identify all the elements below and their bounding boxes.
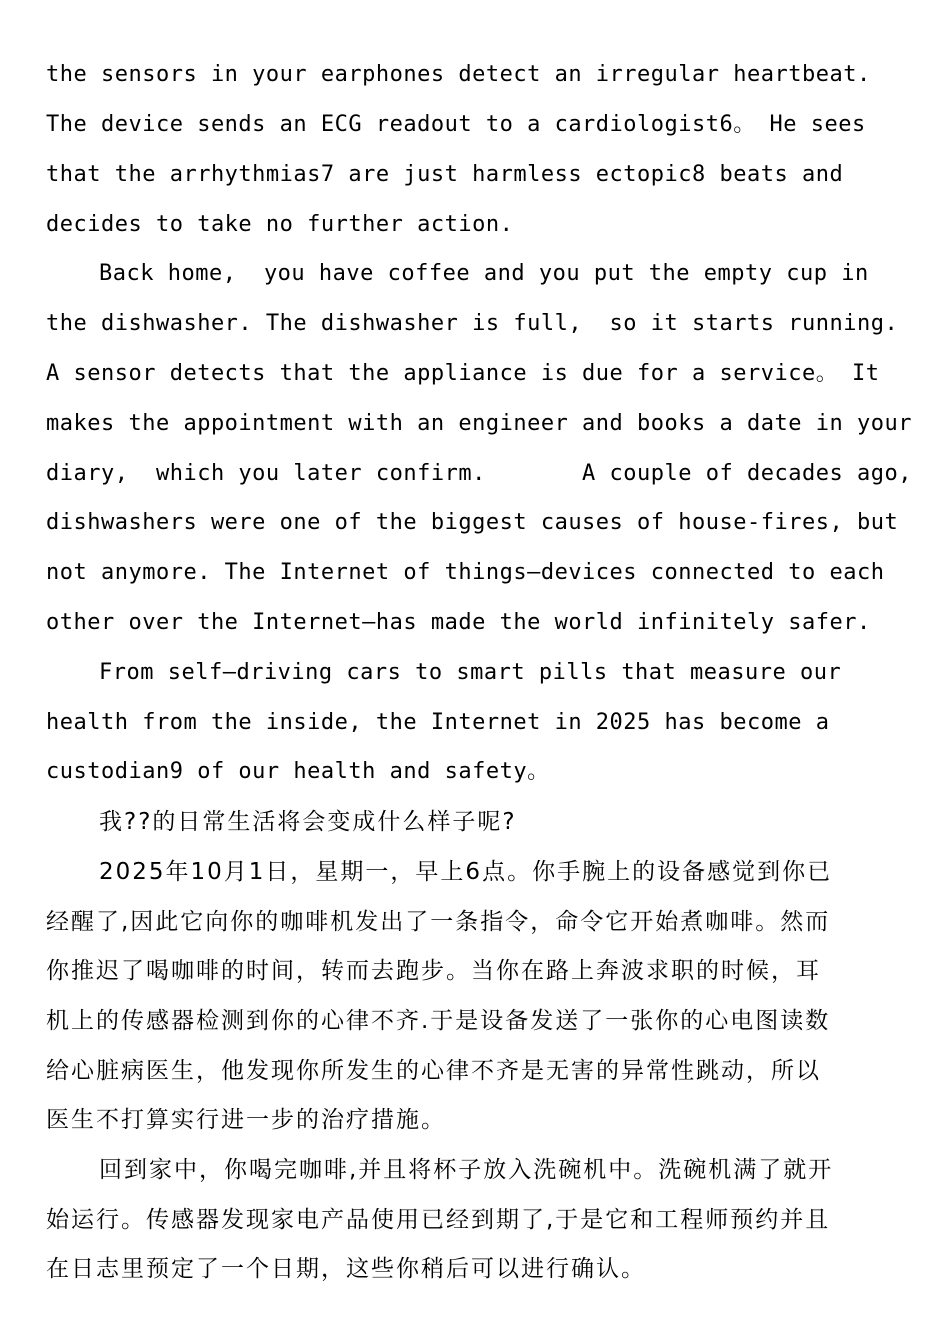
text-line: 始运行。传感器发现家电产品使用已经到期了,于是它和工程师预约并且 bbox=[46, 1207, 831, 1233]
text-line: 回到家中，你喝完咖啡,并且将杯子放入洗碗机中。洗碗机满了就开 bbox=[99, 1157, 834, 1183]
text-line: that the arrhythmias7 are just harmless ectopic8 beats and bbox=[46, 162, 844, 187]
text-line: decides to take no further action. bbox=[46, 212, 514, 237]
text-line: dishwashers were one of the biggest causes of house-fires, but bbox=[46, 510, 899, 535]
chinese-title: 我??的日常生活将会变成什么样子呢? bbox=[99, 809, 517, 835]
text-line: the dishwasher. The dishwasher is full, so it starts running. bbox=[46, 311, 899, 336]
text-line: 你推迟了喝咖啡的时间，转而去跑步。当你在路上奔波求职的时候，耳 bbox=[46, 958, 821, 984]
text-line: 给心脏病医生，他发现你所发生的心律不齐是无害的异常性跳动，所以 bbox=[46, 1058, 821, 1084]
text-line: the sensors in your earphones detect an irregular heartbeat. bbox=[46, 62, 871, 87]
text-line: 2025年10月1日，星期一，早上6点。你手腕上的设备感觉到你已 bbox=[99, 859, 833, 885]
text-line: makes the appointment with an engineer and books a date in your bbox=[46, 411, 912, 436]
text-line: not anymore. The Internet of things—devices connected to each bbox=[46, 560, 885, 585]
text-line: A sensor detects that the appliance is due for a service。 It bbox=[46, 361, 880, 386]
text-line: From self—driving cars to smart pills that measure our bbox=[99, 660, 842, 685]
text-line: custodian9 of our health and safety。 bbox=[46, 759, 550, 784]
text-line: diary, which you later confirm. A couple of decades ago, bbox=[46, 461, 912, 486]
text-line: 医生不打算实行进一步的治疗措施。 bbox=[46, 1107, 446, 1133]
text-line: health from the inside, the Internet in 2025 has become a bbox=[46, 710, 830, 735]
text-line: The device sends an ECG readout to a cardiologist6。 He sees bbox=[46, 112, 866, 137]
text-line: other over the Internet—has made the world infinitely safer. bbox=[46, 610, 871, 635]
text-line: 经醒了,因此它向你的咖啡机发出了一条指令，命令它开始煮咖啡。然而 bbox=[46, 909, 831, 935]
text-line: 机上的传感器检测到你的心律不齐.于是设备发送了一张你的心电图读数 bbox=[46, 1008, 831, 1034]
text-line: 在日志里预定了一个日期，这些你稍后可以进行确认。 bbox=[46, 1256, 646, 1282]
text-line: Back home, you have coffee and you put the empty cup in bbox=[99, 261, 869, 286]
